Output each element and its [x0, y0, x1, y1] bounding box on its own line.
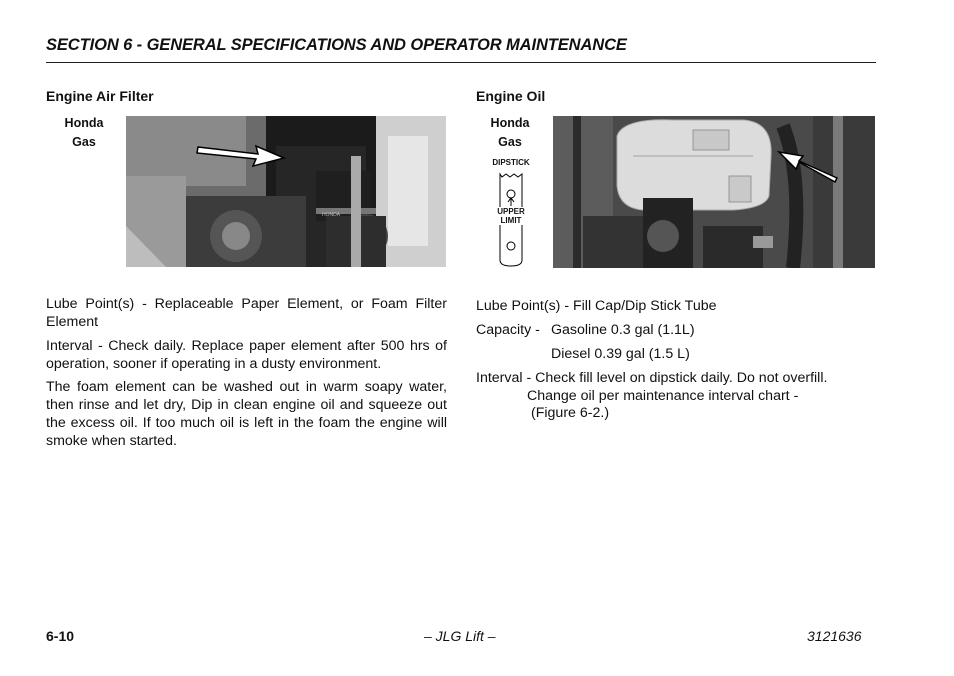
air-filter-variant: [62, 114, 106, 152]
footer-center: – JLG Lift –: [424, 628, 496, 644]
document-number: 3121636: [807, 628, 862, 644]
limit-label: LIMIT: [500, 216, 522, 225]
upper-label: UPPER: [497, 207, 525, 216]
air-filter-photo: [126, 116, 446, 267]
figure-reference: (Figure 6-2.): [531, 405, 610, 421]
air-filter-lube-point: Lube Point(s) - Replaceable Paper Element, or Foam Filter Element: [46, 296, 447, 330]
variant-make: Honda: [64, 116, 104, 130]
header-rule: [46, 62, 876, 63]
variant-fuel: Gas: [72, 135, 96, 149]
air-filter-interval: Interval - Check daily. Replace paper element after 500 hrs of operation, sooner if operating in a dusty environment.: [46, 338, 447, 372]
air-filter-photo-illustration: [126, 116, 446, 267]
engine-oil-photo-illustration: [553, 116, 875, 268]
page-number: 6-10: [46, 628, 75, 644]
upper-limit-label: [491, 207, 531, 225]
air-filter-heading: Engine Air Filter: [46, 88, 154, 104]
air-filter-foam-note: The foam element can be washed out in warm soapy water, then rinse and let dry, Dip in clean engine oil and squeeze out the excess oil. If too much oil is left in the foam the engine will smoke when started.: [46, 379, 447, 449]
capacity-label: Capacity -: [476, 322, 540, 338]
engine-oil-heading: Engine Oil: [476, 88, 546, 104]
capacity-diesel: Diesel 0.39 gal (1.5 L): [551, 346, 690, 362]
engine-oil-interval-cont: Change oil per maintenance interval chart -: [527, 388, 799, 404]
engine-oil-variant: [488, 114, 532, 152]
dipstick-label: DIPSTICK: [492, 158, 530, 167]
variant-make: Honda: [490, 116, 530, 130]
variant-fuel: Gas: [498, 135, 522, 149]
capacity-gasoline: Gasoline 0.3 gal (1.1L): [551, 322, 695, 338]
section-title: SECTION 6 - GENERAL SPECIFICATIONS AND OPERATOR MAINTENANCE: [46, 36, 627, 54]
photo-brand-text: HONDA: [322, 212, 341, 218]
engine-oil-interval: Interval - Check fill level on dipstick daily. Do not overfill.: [476, 370, 828, 386]
engine-oil-lube-point: Lube Point(s) - Fill Cap/Dip Stick Tube: [476, 298, 717, 314]
engine-oil-photo: [553, 116, 875, 268]
